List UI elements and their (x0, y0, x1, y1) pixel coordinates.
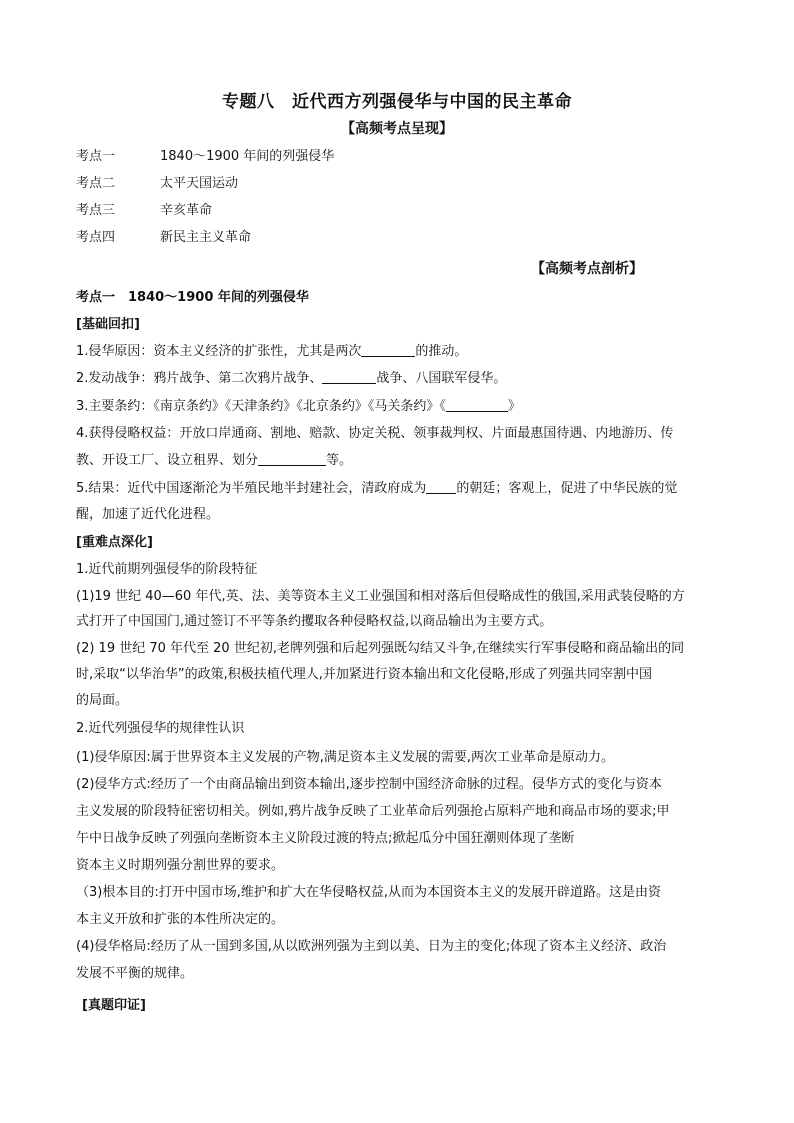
basic-item-1 (76, 342, 467, 361)
kaodian-label: 考点三 (76, 203, 116, 218)
basic-item-4-line2 (76, 451, 352, 470)
paragraph-line: 午中日战争反映了列强向垄断资本主义阶段过渡的特点;掀起瓜分中国狂潮则体现了垄断 (76, 831, 575, 846)
kaodian-label: 考点一 (76, 149, 116, 164)
paragraph-line: 时,采取“以华治华”的政策,积极扶植代理人,并加紧进行资本输出和文化侵略,形成了列强共同宰割中国 (76, 667, 652, 682)
basic-item-5-line2: 醒，加速了近代化进程。 (76, 507, 220, 522)
text-segment: 的推动。 (415, 344, 468, 359)
kaodian-heading: 考点一 1840～1900 年间的列强侵华 (76, 290, 309, 305)
subsection-exam-proof: [真题印证] (82, 998, 146, 1013)
text-segment: 3.主要条约：《南京条约》《天津条约》《北京条约》《马关条约》《 (76, 399, 446, 414)
text-segment: 战争、八国联军侵华。 (376, 371, 507, 386)
fill-blank (446, 397, 508, 412)
fill-blank (426, 479, 456, 494)
text-segment: 》 (507, 399, 521, 414)
paragraph-line: 的局面。 (76, 693, 129, 708)
fill-blank (322, 369, 376, 384)
text-segment: 1.侵华原因：资本主义经济的扩张性，尤其是两次 (76, 344, 362, 359)
paragraph-line: (4)侵华格局:经历了从一国到多国,从以欧洲列强为主到以美、日为主的变化;体现了资本主义经济、政治 (76, 939, 667, 954)
text-segment: 等。 (326, 453, 353, 468)
doc-title: 专题八 近代西方列强侵华与中国的民主革命 (222, 92, 572, 112)
kaodian-item (76, 175, 238, 193)
paragraph-line: 发展不平衡的规律。 (76, 966, 194, 981)
fill-blank (361, 342, 415, 357)
paragraph-line: (1)侵华原因:属于世界资本主义发展的产物,满足资本主义发展的需要,两次工业革命是原动力。 (76, 750, 615, 765)
key-point-2-title: 2.近代列强侵华的规律性认识 (76, 721, 245, 736)
subsection-basic: [基础回扣] (76, 317, 140, 332)
key-point-1-title: 1.近代前期列强侵华的阶段特征 (76, 562, 258, 577)
section-heading-presentation: 【高频考点呈现】 (341, 121, 453, 137)
paragraph-line: (1)19 世纪 40—60 年代,英、法、美等资本主义工业强国和相对落后但侵略成性的俄国,采用武装侵略的方 (76, 589, 685, 604)
subsection-key-points: [重难点深化] (76, 535, 153, 550)
paragraph-line: 资本主义时期列强分割世界的要求。 (76, 858, 285, 873)
kaodian-item (76, 148, 334, 166)
kaodian-item (76, 202, 212, 220)
text-segment: 2.发动战争：鸦片战争、第二次鸦片战争、 (76, 371, 323, 386)
paragraph-line: 式打开了中国国门,通过签订不平等条约攫取各种侵略权益,以商品输出为主要方式。 (76, 614, 553, 629)
kaodian-text: 1840～1900 年间的列强侵华 (160, 149, 335, 164)
text-segment: 的朝廷；客观上，促进了中华民族的觉 (456, 481, 678, 496)
kaodian-text: 新民主主义革命 (160, 230, 252, 245)
basic-item-4-line1: 4.获得侵略权益：开放口岸通商、割地、赔款、协定关税、领事裁判权、片面最惠国待遇、内地游历、传 (76, 426, 674, 441)
kaodian-label: 考点二 (76, 176, 116, 191)
fill-blank (258, 451, 326, 466)
basic-item-3 (76, 397, 521, 416)
section-heading-analysis: 【高频考点剖析】 (531, 261, 643, 277)
kaodian-text: 辛亥革命 (160, 203, 213, 218)
paragraph-line: 主义发展的阶段特征密切相关。例如,鸦片战争反映了工业革命后列强抢占原料产地和商品市场的要求;甲 (76, 804, 670, 819)
text-segment: 5.结果：近代中国逐渐沦为半殖民地半封建社会，清政府成为 (76, 481, 427, 496)
kaodian-item (76, 229, 251, 247)
text-segment: 教、开设工厂、设立租界、划分 (76, 453, 259, 468)
kaodian-label: 考点四 (76, 230, 116, 245)
paragraph-line: (2) 19 世纪 70 年代至 20 世纪初,老牌列强和后起列强既勾结又斗争,在继续实行军事侵略和商品输出的同 (76, 641, 685, 656)
paragraph-line: （3)根本目的:打开中国市场,维护和扩大在华侵略权益,从而为本国资本主义的发展开辟道路。这是由资 (76, 885, 661, 900)
paragraph-line: 本主义开放和扩张的本性所决定的。 (76, 912, 285, 927)
basic-item-2 (76, 369, 506, 388)
kaodian-text: 太平天国运动 (160, 176, 239, 191)
paragraph-line: (2)侵华方式:经历了一个由商品输出到资本输出,逐步控制中国经济命脉的过程。侵华方式的变化与资本 (76, 777, 662, 792)
basic-item-5-line1 (76, 479, 677, 498)
